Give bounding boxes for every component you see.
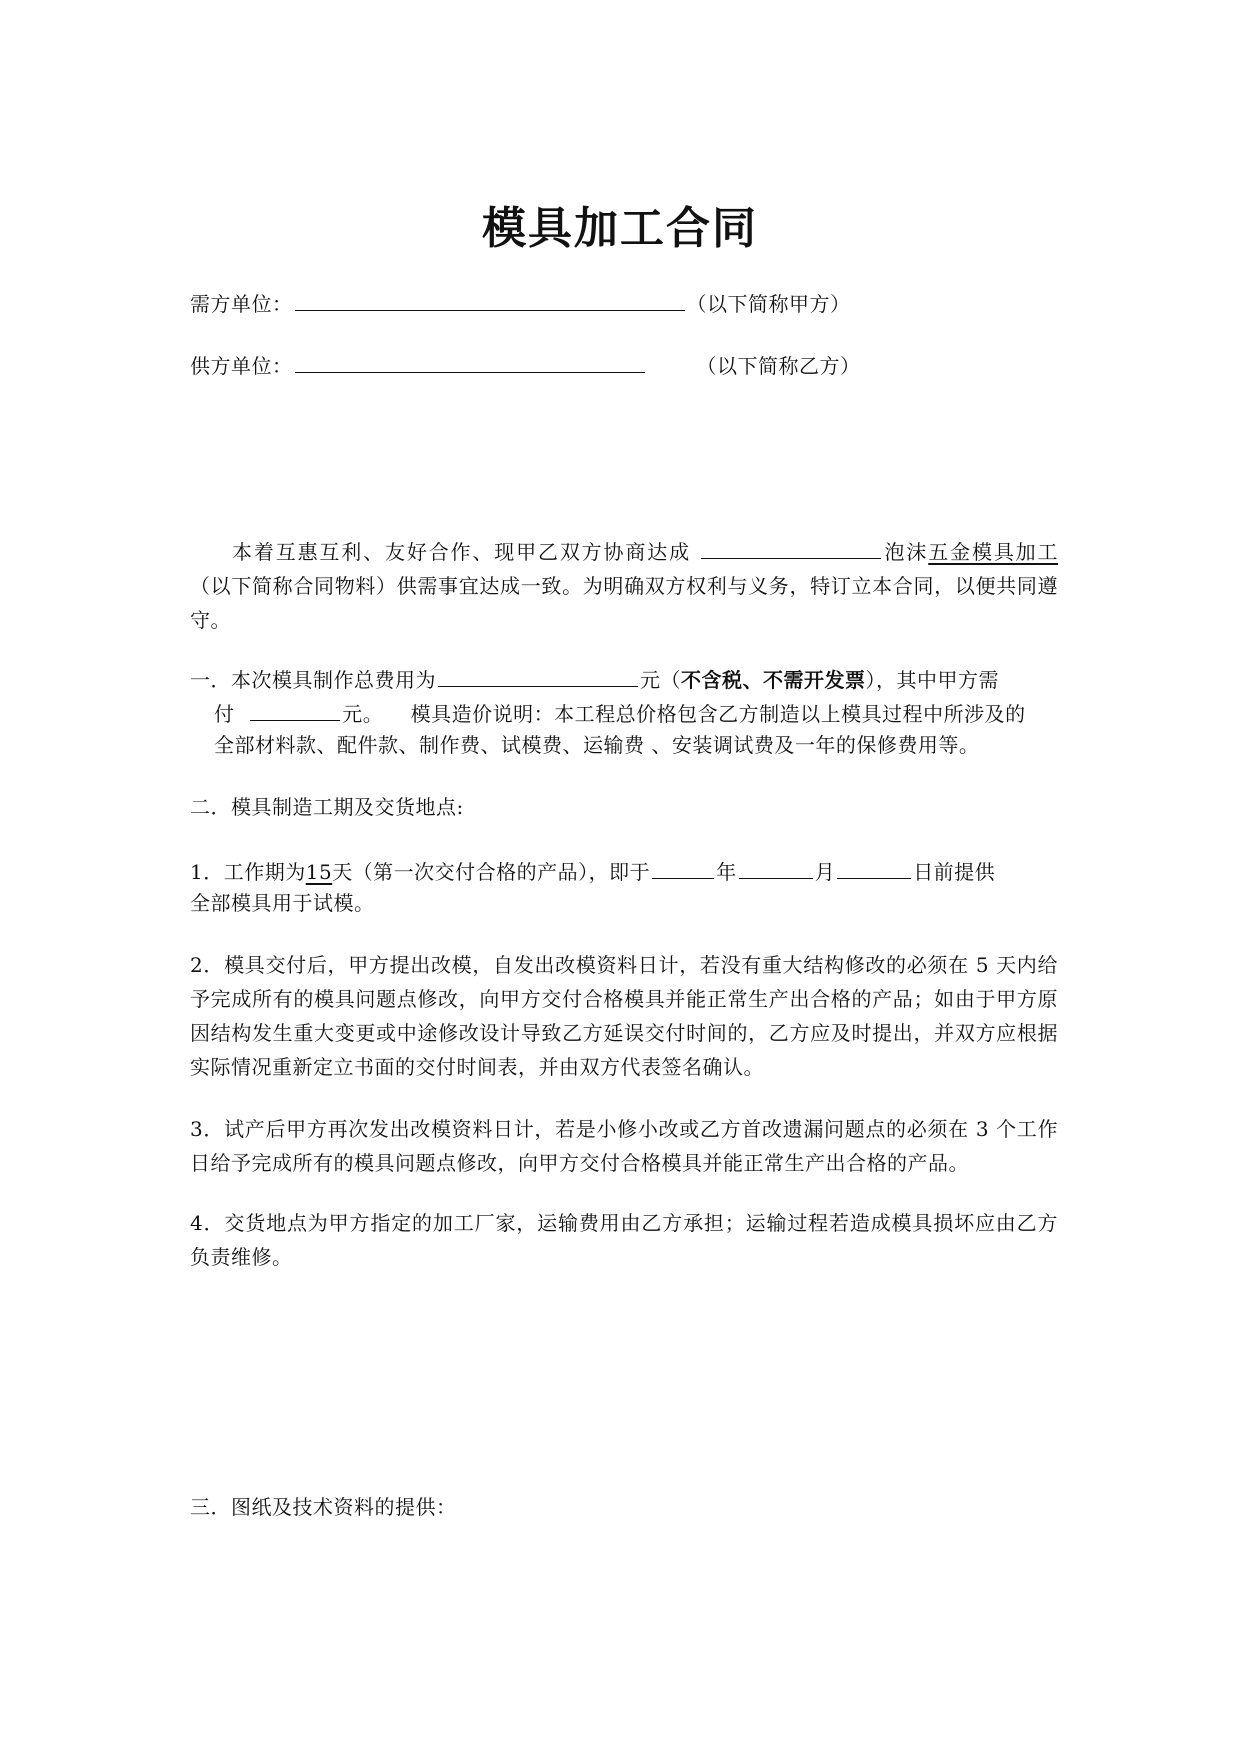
section1-text-7: 全部材料款、配件款、制作费、试模费、运输费 、安装调试费及一年的保修费用等。 [214,733,980,757]
section1-line1 [190,660,999,697]
material-blank[interactable] [701,532,881,559]
section3-heading: 三．图纸及技术资料的提供： [190,1495,457,1519]
party-a-suffix: （以下简称甲方） [686,292,851,316]
month-blank[interactable] [739,852,813,879]
section2-item1-line1 [190,852,995,889]
item1-text-b: 天（第一次交付合格的产品），即于 [332,860,651,884]
section1-line3 [214,728,979,762]
section1-text-4: 付 [214,702,235,726]
payment-blank[interactable] [250,694,340,721]
party-a-blank[interactable] [295,284,685,311]
year-blank[interactable] [652,852,714,879]
party-b-label: 供方单位： [190,354,293,378]
party-b-suffix: （以下简称乙方） [696,354,861,378]
section1-text-6: 模具造价说明：本工程总价格包含乙方制造以上模具过程中所涉及的 [410,702,1026,726]
intro-text-4: （以下简称合同物料）供需事宜达成一致。为明确双方权利与义务，特订立本合同，以便共同遵守。 [190,574,1058,632]
intro-text-2: 泡沫 [883,540,929,564]
section1-text-5: 元。 [342,702,384,726]
intro-paragraph [190,532,1058,637]
party-a-line [190,284,851,321]
section2-item2: 2．模具交付后，甲方提出改模，自发出改模资料日计，若没有重大结构修改的必须在 5 天内给予完成所有的模具问题点修改，向甲方交付合格模具并能正常生产出合格的产品；如由于甲方原因结构发生重大变更或中途修改设计导致乙方延误交付时间的，乙方应及时提出，并双方应根据实际情况重新定立书面的交付时间表，并由双方代表签名确认。 [190,953,1058,1079]
section1-text-3: ），其中甲方需 [865,668,999,692]
tax-note: 不含税、不需开发票 [681,668,866,692]
month-label: 月 [814,860,836,884]
intro-text-3: 五金模具加工 [928,540,1059,564]
intro-text-1: 本着互惠互利、友好合作、现甲乙双方协商达成 [232,540,691,564]
section1-text-2: 元（ [640,668,681,692]
party-a-label: 需方单位： [190,292,293,316]
section1-line2 [214,694,1026,731]
section2-item4: 4．交货地点为甲方指定的加工厂家，运输费用由乙方承担；运输过程若造成模具损坏应由乙方负责维修。 [190,1211,1058,1269]
section2-item1-line2: 全部模具用于试模。 [190,891,375,915]
day-blank[interactable] [837,852,911,879]
work-days-value: 15 [305,860,333,884]
year-label: 年 [716,860,737,884]
party-b-blank[interactable] [295,346,645,373]
section2-item3: 3．试产后甲方再次发出改模资料日计，若是小修小改或乙方首改遗漏问题点的必须在 3 个工作日给予完成所有的模具问题点修改，向甲方交付合格模具并能正常生产出合格的产品。 [190,1117,1058,1175]
item1-text-a: 1．工作期为 [190,860,306,884]
item1-text-c: 日前提供 [913,860,996,884]
party-b-line [190,346,861,383]
section1-text-1: 一．本次模具制作总费用为 [190,668,436,692]
total-cost-blank[interactable] [438,660,638,687]
document-title: 模具加工合同 [482,203,758,254]
section2-heading: 二．模具制造工期及交货地点: [190,795,464,819]
